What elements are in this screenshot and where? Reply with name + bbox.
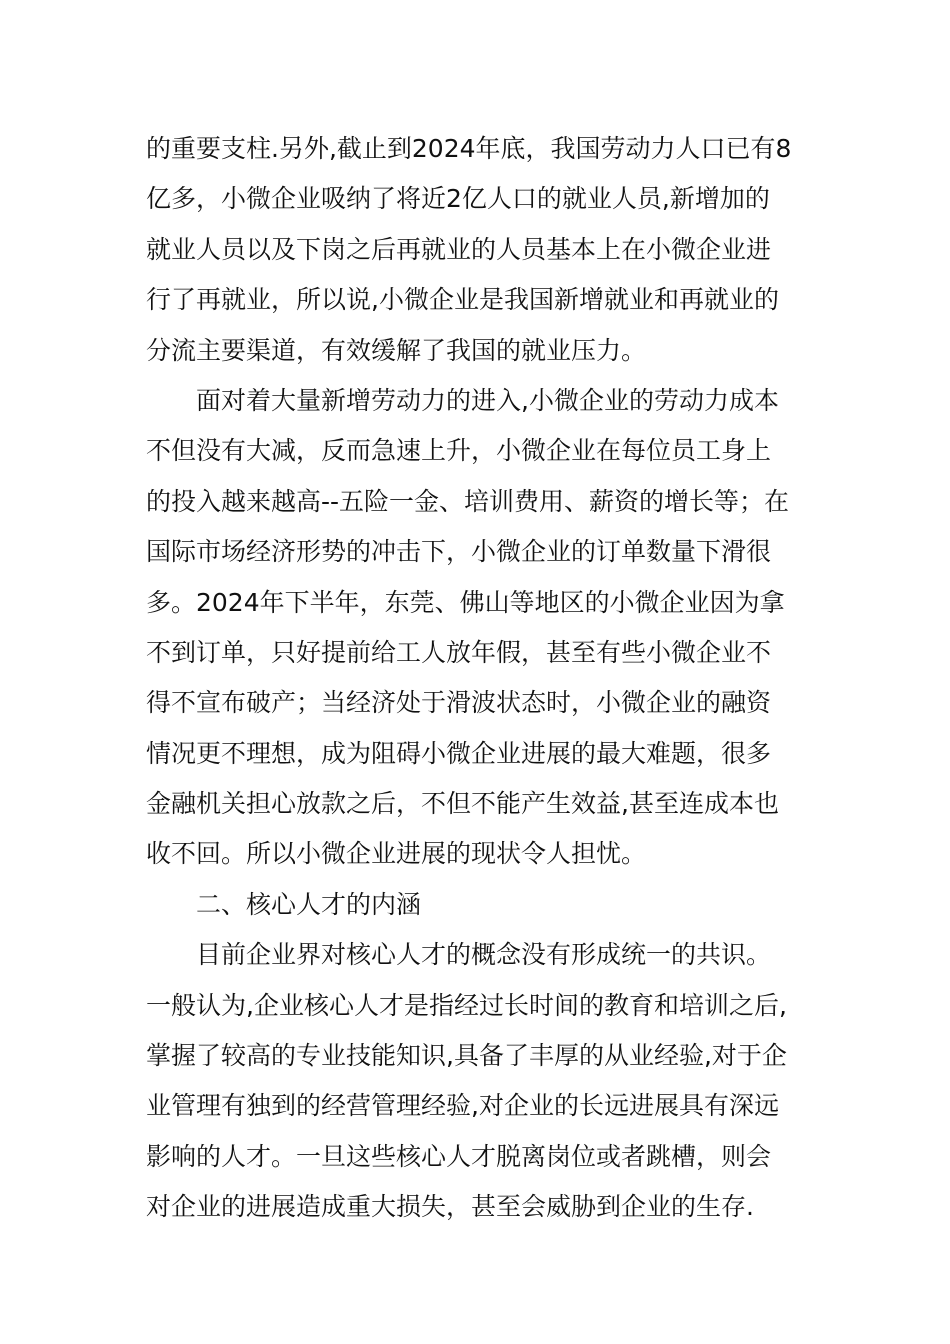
text-line: 就业人员以及下岗之后再就业的人员基本上在小微企业进 xyxy=(146,234,772,264)
text-line: 不到订单，只好提前给工人放年假，甚至有些小微企业不 xyxy=(146,637,772,667)
text-line: 分流主要渠道，有效缓解了我国的就业压力。 xyxy=(146,335,647,365)
paragraph-first-line: 目前企业界对核心人才的概念没有形成统一的共识。 xyxy=(196,940,772,970)
text-line: 收不回。所以小微企业进展的现状令人担忧。 xyxy=(146,839,647,869)
text-line: 影响的人才。一旦这些核心人才脱离岗位或者跳槽，则会 xyxy=(146,1141,772,1171)
text-line: 情况更不理想，成为阻碍小微企业进展的最大难题，很多 xyxy=(146,738,772,768)
text-line: 的重要支柱.另外,截止到2024年底，我国劳动力人口已有8 xyxy=(146,134,792,163)
text-line: 对企业的进展造成重大损失，甚至会威胁到企业的生存. xyxy=(146,1192,754,1222)
text-line: 国际市场经济形势的冲击下，小微企业的订单数量下滑很 xyxy=(146,537,772,567)
text-line: 的投入越来越高--五险一金、培训费用、薪资的增长等；在 xyxy=(146,486,790,516)
text-line: 掌握了较高的专业技能知识,具备了丰厚的从业经验,对于企 xyxy=(146,1041,787,1071)
text-line: 得不宣布破产；当经济处于滑波状态时，小微企业的融资 xyxy=(146,688,772,718)
text-line: 一般认为,企业核心人才是指经过长时间的教育和培训之后, xyxy=(146,990,787,1020)
text-line: 亿多，小微企业吸纳了将近2亿人口的就业人员,新增加的 xyxy=(146,184,770,214)
text-line: 多。2024年下半年，东莞、佛山等地区的小微企业因为拿 xyxy=(146,587,785,617)
body-text xyxy=(146,124,806,1233)
text-line: 行了再就业，所以说,小微企业是我国新增就业和再就业的 xyxy=(146,285,779,315)
section-heading: 二、核心人才的内涵 xyxy=(196,889,422,919)
text-line: 金融机关担心放款之后，不但不能产生效益,甚至连成本也 xyxy=(146,789,779,819)
text-line: 业管理有独到的经营管理经验,对企业的长远进展具有深远 xyxy=(146,1091,779,1121)
paragraph-first-line: 面对着大量新增劳动力的进入,小微企业的劳动力成本 xyxy=(196,385,779,415)
text-line: 不但没有大减，反而急速上升，小微企业在每位员工身上 xyxy=(146,436,772,466)
